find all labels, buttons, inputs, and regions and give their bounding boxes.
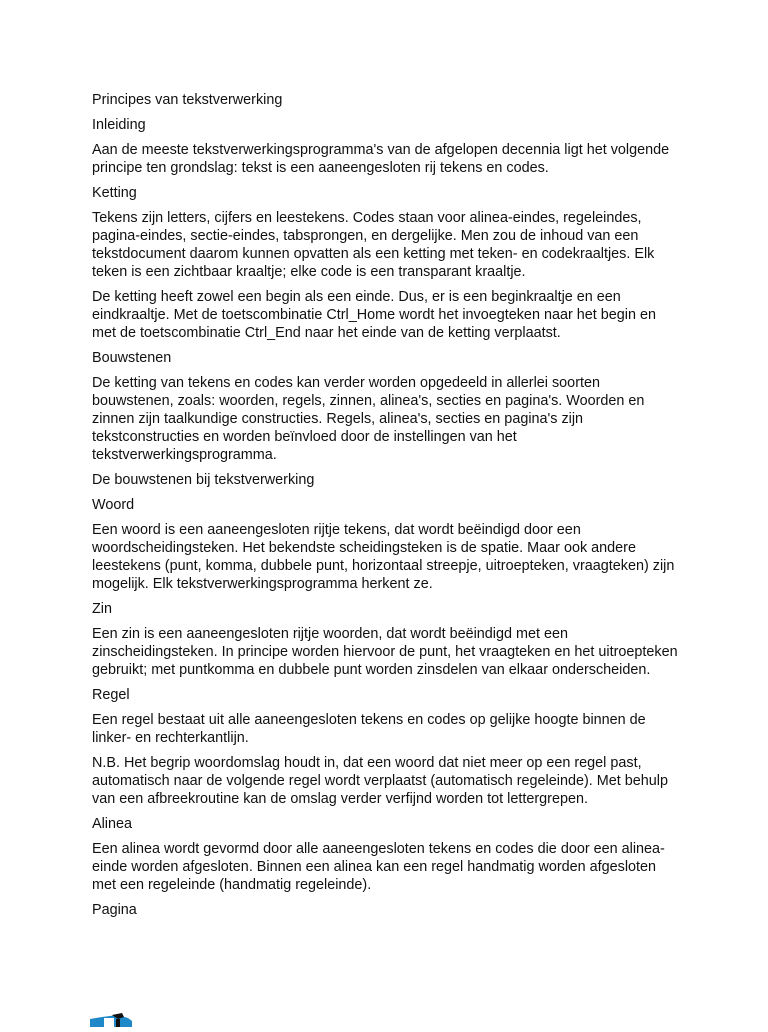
logo-icon bbox=[88, 1013, 136, 1027]
section-heading-alinea: Alinea bbox=[92, 816, 133, 832]
paragraph: Een regel bestaat uit alle aaneengesloten tekens en codes op gelijke hoogte binnen de linker- en rechterkantlijn. bbox=[92, 712, 646, 746]
paragraph: Een alinea wordt gevormd door alle aaneengesloten tekens en codes die door een alinea-einde worden afgesloten. Binnen een alinea kan een regel handmatig worden afgesloten met een regeleinde (handmatig regeleinde). bbox=[92, 841, 665, 893]
paragraph: Aan de meeste tekstverwerkingsprogramma's van de afgelopen decennia ligt het volgende principe ten grondslag: tekst is een aaneengesloten rij tekens en codes. bbox=[92, 142, 670, 176]
paragraph: Tekens zijn letters, cijfers en leestekens. Codes staan voor alinea-eindes, regeleindes, pagina-eindes, sectie-eindes, tabsprongen, en dergelijke. Men zou de inhoud van een tekstdocument daarom kunnen opvatten als een ketting met teken- en codekraaltjes. Elk teken is een zichtbaar kraaltje; elke code is een transparant kraaltje. bbox=[92, 210, 655, 280]
section-heading-bouwstenen-bij-tekstverwerking: De bouwstenen bij tekstverwerking bbox=[92, 472, 315, 488]
section-heading-pagina: Pagina bbox=[92, 902, 137, 918]
document-body bbox=[92, 91, 682, 926]
section-heading-regel: Regel bbox=[92, 687, 130, 703]
section-heading-zin: Zin bbox=[92, 601, 112, 617]
section-heading-ketting: Ketting bbox=[92, 185, 137, 201]
paragraph: Een zin is een aaneengesloten rijtje woorden, dat wordt beëindigd met een zinscheidingsteken. In principe worden hiervoor de punt, het vraagteken en het uitroepteken gebruikt; met puntkomma en dubbele punt worden zinsdelen van elkaar onderscheiden. bbox=[92, 626, 678, 678]
section-heading-bouwstenen: Bouwstenen bbox=[92, 350, 172, 366]
paragraph: De ketting van tekens en codes kan verder worden opgedeeld in allerlei soorten bouwstenen, zoals: woorden, regels, zinnen, alinea's, secties en pagina's. Woorden en zinnen zijn taalkundige constructies. Regels, alinea's, secties en pagina's zijn tekstconstructies en worden beïnvloed door de instellingen van het tekstverwerkingsprogramma. bbox=[92, 375, 645, 463]
section-heading-woord: Woord bbox=[92, 497, 135, 513]
section-heading-inleiding: Inleiding bbox=[92, 117, 146, 133]
document-title: Principes van tekstverwerking bbox=[92, 92, 283, 108]
paragraph: Een woord is een aaneengesloten rijtje tekens, dat wordt beëindigd door een woordscheidingsteken. Het bekendste scheidingsteken is de spatie. Maar ook andere leestekens (punt, komma, dubbele punt, horizontaal streepje, uitroepteken, vraagteken) zijn mogelijk. Elk tekstverwerkingsprogramma herkent ze. bbox=[92, 522, 675, 592]
paragraph: De ketting heeft zowel een begin als een einde. Dus, er is een beginkraaltje en een eindkraaltje. Met de toetscombinatie Ctrl_Home wordt het invoegteken naar het begin en met de toetscombinatie Ctrl_End naar het einde van de ketting verplaatst. bbox=[92, 289, 656, 341]
paragraph: N.B. Het begrip woordomslag houdt in, dat een woord dat niet meer op een regel past, automatisch naar de volgende regel wordt verplaatst (automatisch regeleinde). Met behulp van een afbreekroutine kan de omslag verder verfijnd worden tot lettergrepen. bbox=[92, 755, 668, 807]
